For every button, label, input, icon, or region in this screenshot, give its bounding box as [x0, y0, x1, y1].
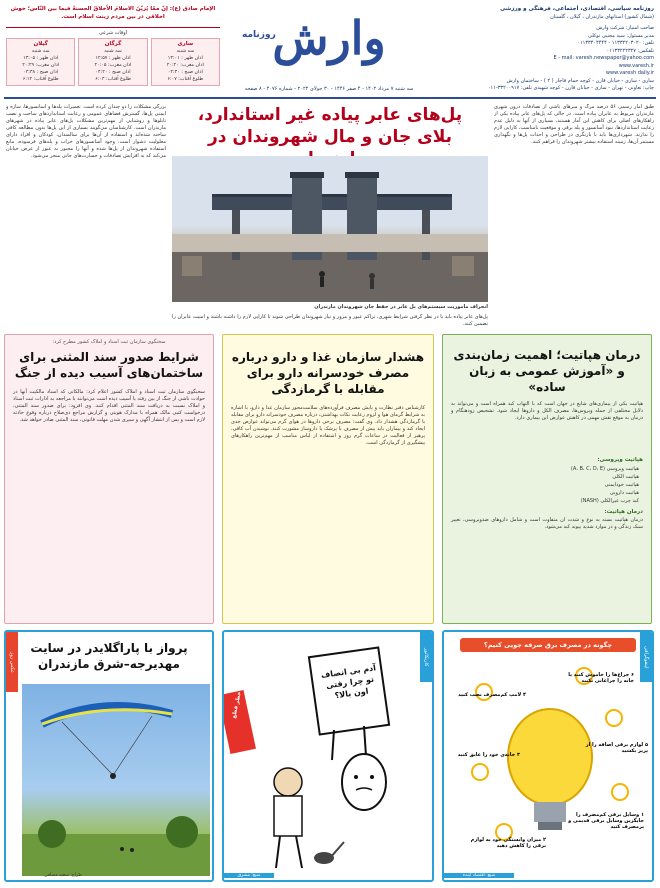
hadith-quote: الإمام صادق (ع): إنّ ممّا يُزيّنُ الاسلامَ الأخلاقُ الحسنةُ فیما بین النّاس؛ خوش اخلاقی در بین مردم زینت اسلام است.: [6, 4, 220, 28]
photo-of-day-box: [4, 630, 214, 882]
tip: [584, 742, 648, 754]
tip-number: ۴: [522, 692, 526, 698]
section-tag: عکس روز: [6, 632, 18, 692]
list-title: درمان هپاتیت:: [604, 509, 643, 515]
article-kicker: سخنگوی سازمان ثبت اسناد و املاک کشور مطرح کرد:: [52, 339, 166, 345]
photo-caption: انحراف ماموریت سیستم‌های پل عابر در حفظ جان شهروندان مازندران: [314, 304, 488, 310]
prayer-city: گرگان: [104, 41, 122, 47]
list-item: هپاتیت الکلی: [612, 474, 639, 480]
info-line: ساری - ساری - خیابان قارن - کوچه حمام قاجار ( ۲ ) - ساختمان وارش: [506, 77, 654, 84]
paper-region: (شمال کشور) استانهای مازندران ، گیلان ، گلستان: [550, 13, 654, 20]
prayer-line: اذان ظهر : ۱۳:۰۵: [23, 56, 59, 61]
prayer-times: [6, 38, 220, 86]
infographic-source: منبع: اقتصاد آینده: [444, 873, 514, 878]
prayer-line: اذان صبح : ۰۴:۲۰: [95, 70, 131, 75]
tip-text: خانه‌ی خود را عایق کنید: [457, 752, 516, 758]
article-title: شرایط صدور سند المثنی برای ساختمان‌های آسیب دیده از جنگ: [14, 350, 204, 380]
drug-warning-article: [222, 334, 434, 624]
info-line: چاپ: تعاونی - تهران - ساری - خیابان قارن - کوچه شهیدی تلفن: ۳۳۲۰۰۹۱۷-۰۱۱: [487, 85, 654, 91]
list-item: هپاتیت خودایمنی: [604, 482, 639, 488]
article-body: درمان هپاتیت بسته به نوع و شدت آن متفاوت است و شامل داروهای ضدویروسی، تغییر سبک زندگی و در موارد شدید پیوند کبد می‌شود.: [451, 517, 643, 530]
logo-prefix: روزنامه: [242, 30, 276, 40]
tip-text: وسایل برقی کم‌مصرف را جایگزین وسایل برقی قدیمی و پرمصرف کنید: [568, 812, 644, 830]
tip: [456, 692, 526, 698]
cartoon-source: منبع: مشرق: [224, 873, 274, 878]
section-tag: اینفوگرافی: [640, 632, 652, 682]
prayer-line: اذان صبح : ۰۴:۳۸: [23, 70, 59, 75]
prayer-line: اذان صبح : ۰۴:۳۰: [167, 70, 203, 75]
article-title: درمان هپاتیت؛ اهمیت زمان‌بندی و «آموزش عمومی به زبان ساده»: [453, 348, 641, 394]
list-item: هپاتیت ویروسی (A، B، C، D، E): [570, 466, 639, 472]
header-left: [6, 4, 220, 96]
article-body: سخنگوی سازمان ثبت اسناد و املاک کشور اعلام کرد: مالکانی که اسناد مالکیت آنها در حوادث ناشی از جنگ از بین رفته یا آسیب دیده است می‌توانند با مراجعه به ادارات ثبت اسناد و املاک نسبت به دریافت سند المثنی اقدام کنند. وی افزود: برای صدور سند المثنی، درخواست کتبی مالک همراه با مدارک هویتی و گزارش مراجع ذی‌صلاح درباره وقوع حادثه لازم است و پس از انتشار آگهی و سپری شدن مهلت قانونی، سند المثنی صادر خواهد شد.: [13, 389, 205, 423]
article-body: هپاتیت یکی از بیماری‌های شایع در جهان است که با التهاب کبد همراه است و می‌تواند به دلایل مختلفی از جمله ویروس‌ها، مصرف الکل و داروها ایجاد شود. تشخیص زودهنگام و درمان به موقع نقش مهمی در کاهش عوارض این بیماری دارد.: [451, 401, 643, 421]
prayer-line: اذان مغرب: ۲۰:۲۰: [166, 63, 204, 68]
tip-number: ۱: [640, 812, 644, 818]
prayer-line: اذان مغرب: ۲۰:۰۵: [94, 63, 132, 68]
info-line: تلفکس: ۰۱۱۳۳۲۲۲۳۲۷: [606, 47, 654, 54]
prayer-city: ساری: [177, 41, 194, 47]
infographic-box: [442, 630, 654, 882]
prayer-line: اذان ظهر : ۱۲:۵۷: [95, 56, 131, 61]
tip-text: لامپ کم‌مصرف نصب کنید: [458, 692, 522, 698]
headline-line: پل‌های عابر پیاده غیر استاندارد،: [197, 105, 463, 125]
prayer-col: [78, 38, 147, 86]
prayer-date: سه شنبه: [176, 49, 195, 54]
prayer-date: سه شنبه: [31, 49, 50, 54]
tip-text: چراغ‌ها را خاموش کنید یا خانه را چراغانی نکنید: [568, 672, 634, 684]
photo-title: پرواز با پاراگلایدر در سایت مهدیرجه–شرق مازندران: [30, 641, 188, 671]
prayer-line: طلوع آفتاب: ۶:۱۲: [22, 77, 59, 82]
tip: [564, 812, 644, 830]
tip-text: میزان وابستگی خود به لوازم برقی را کاهش دهید: [470, 837, 546, 849]
hepatitis-list: [443, 465, 651, 505]
tip-number: ۳: [516, 752, 520, 758]
section-tag: کاریکاتور: [420, 632, 432, 682]
pedestrian-bridge-photo: [172, 156, 488, 302]
info-line: تلفن: ۱۱۳۳۲۲۰۳۰۲۰ - ۰۱۱۳۳۴۰۴۴۴۴: [577, 40, 654, 46]
hepatitis-article: [442, 334, 652, 624]
paraglider-photo: [22, 684, 210, 876]
cartoon-sign: آدم بی انصاف تو چرا رفتی اون بالا؟: [320, 663, 377, 701]
info-line: مدیر مسئول: سید مجتبی توکلی: [588, 32, 654, 39]
list-item: کبد چرب غیرالکلی (NASH): [580, 498, 639, 504]
danger-label: خطر قطع: [231, 690, 243, 720]
info-line: www.varesh.ir: [618, 62, 654, 69]
main-below-text: پل‌های عابر پیاده باید با در نظر گرفتن شرایط شهری، تراکم عبور و مرور و نیاز شهروندان طراحی شوند تا کارایی لازم را داشته باشند و امنیت عابران را تضمین کنند.: [172, 314, 488, 327]
headline-line: بلای جان و مال شهروندان در: [208, 127, 452, 147]
deed-article: [4, 334, 214, 624]
tip: [564, 672, 634, 684]
main-left-column: بزرگی مشکلات را دو چندان کرده است. تعمیرات پله‌ها و آسانسورها، سازه و ایمنی پل‌ها، گسترش فضاهای عمومی و رعایت استانداردهای ساخت و نصب تابلوها و روشنایی از مهم‌ترین مشکلات پل‌های عابر پیاده در شهرهای مازندران است. کارشناسان می‌گویند بسیاری از این پل‌ها بدون مطالعه کافی ساخته شده‌اند و استفاده از آن‌ها برای سالمندان، کودکان و افراد دارای معلولیت دشوار است. وجود آسانسورهای خراب و پله‌های فرسوده، مانع استفاده شهروندان از پل‌ها شده و آنها را مجبور به عبور از عرض خیابان می‌کند که به افزایش تصادفات و خسارت‌های جانی منجر می‌شود.: [6, 104, 166, 159]
article-body: کارشناس دفتر نظارت و پایش مصرف فرآورده‌های سلامت‌محور سازمان غذا و دارو، با اشاره به شرایط گرمای هوا و لزوم رعایت نکات بهداشتی، درباره مصرف خودسرانه دارو برای مقابله با گرمازدگی هشدار داد. وی گفت: مصرف برخی داروها در هوای گرم می‌تواند عوارض جدی ایجاد کند و بیماران باید پیش از مصرف با پزشک یا داروساز مشورت کنند. نوشیدن آب کافی، پرهیز از فعالیت در ساعات گرم روز و استفاده از لباس مناسب از مهم‌ترین راهکارهای پیشگیری از گرمازدگی است.: [231, 405, 425, 446]
prayer-line: اذان ظهر : ۱۳:۰۱: [167, 56, 203, 61]
prayer-col: [6, 38, 75, 86]
info-line: E - mail: varesh.newspaper@yahoo.com: [553, 55, 654, 61]
tip-text: لوازم برقی اضافه را از پریز بکشید: [585, 742, 648, 754]
prayer-col: [151, 38, 220, 86]
logo: وارش: [272, 11, 386, 65]
header-rule: [4, 97, 656, 99]
paraglider-illustration: [22, 684, 210, 876]
prayer-line: اذان مغرب: ۲۰:۲۹: [22, 63, 60, 68]
prayer-line: طلوع آفتاب: ۶:۰۳: [95, 77, 131, 82]
paper-subtitle: روزنامه سیاسی، اقتصادی، اجتماعی، فرهنگی و ورزشی: [500, 6, 654, 12]
tip: [456, 752, 520, 758]
main-right-column: طبق آمار رسمی ۵۶ درصد مرگ و میرهای ناشی از تصادفات درون شهری مازندران مربوط به عابران پیاده است. در حالی که پل‌های عابر پیاده یکی از راهکارهای اصلی برای کاهش این آمار هستند، بسیاری از آنها به دلیل عدم رعایت استانداردها، نبود آسانسور و پله برقی و موقعیت نامناسب، کارایی لازم را ندارند. شهرداری‌ها باید با بازنگری در طراحی و احداث پل‌ها و نگهداری مستمر آن‌ها، زمینه استفاده بیشتر شهروندان را فراهم کنند.: [494, 104, 654, 145]
info-line: www.varesh daily.ir: [605, 70, 654, 76]
cartoon-box: [222, 630, 434, 882]
prayer-date: سه شنبه: [104, 49, 122, 54]
photo-credit: طراح: سعید مصافی: [44, 873, 82, 878]
infographic-title: چگونه در مصرف برق صرفه جویی کنیم؟: [460, 638, 636, 652]
tip-number: ۲: [542, 837, 546, 843]
tip: [456, 837, 546, 849]
prayer-line: طلوع آفتاب: ۶:۰۷: [167, 77, 204, 82]
masthead-logo: [222, 2, 436, 94]
masthead-info: [434, 6, 654, 98]
tip-number: ۵: [644, 742, 648, 748]
info-line: صاحب امتیاز: شرکت وارش: [596, 25, 654, 31]
prayer-city: گیلان: [33, 41, 48, 47]
issue-line: سه شنبه ۷ مرداد ۱۴۰۲ - ۴ صفر ۱۴۴۶ - ۳۰ جولای ۲۰۲۴ - شماره ۴۰۷۶ - ۸ صفحه: [244, 86, 414, 92]
tip-number: ۶: [630, 672, 634, 678]
article-title: هشدار سازمان غذا و دارو درباره مصرف خودسرانه دارو برای مقابله با گرمازدگی: [231, 350, 425, 396]
list-item: هپاتیت دارویی: [609, 490, 639, 496]
list-title: هپاتیت ویروسی:: [597, 457, 643, 463]
bridge-illustration: [172, 156, 488, 302]
prayer-title: اوقات شرعی: [98, 30, 128, 36]
